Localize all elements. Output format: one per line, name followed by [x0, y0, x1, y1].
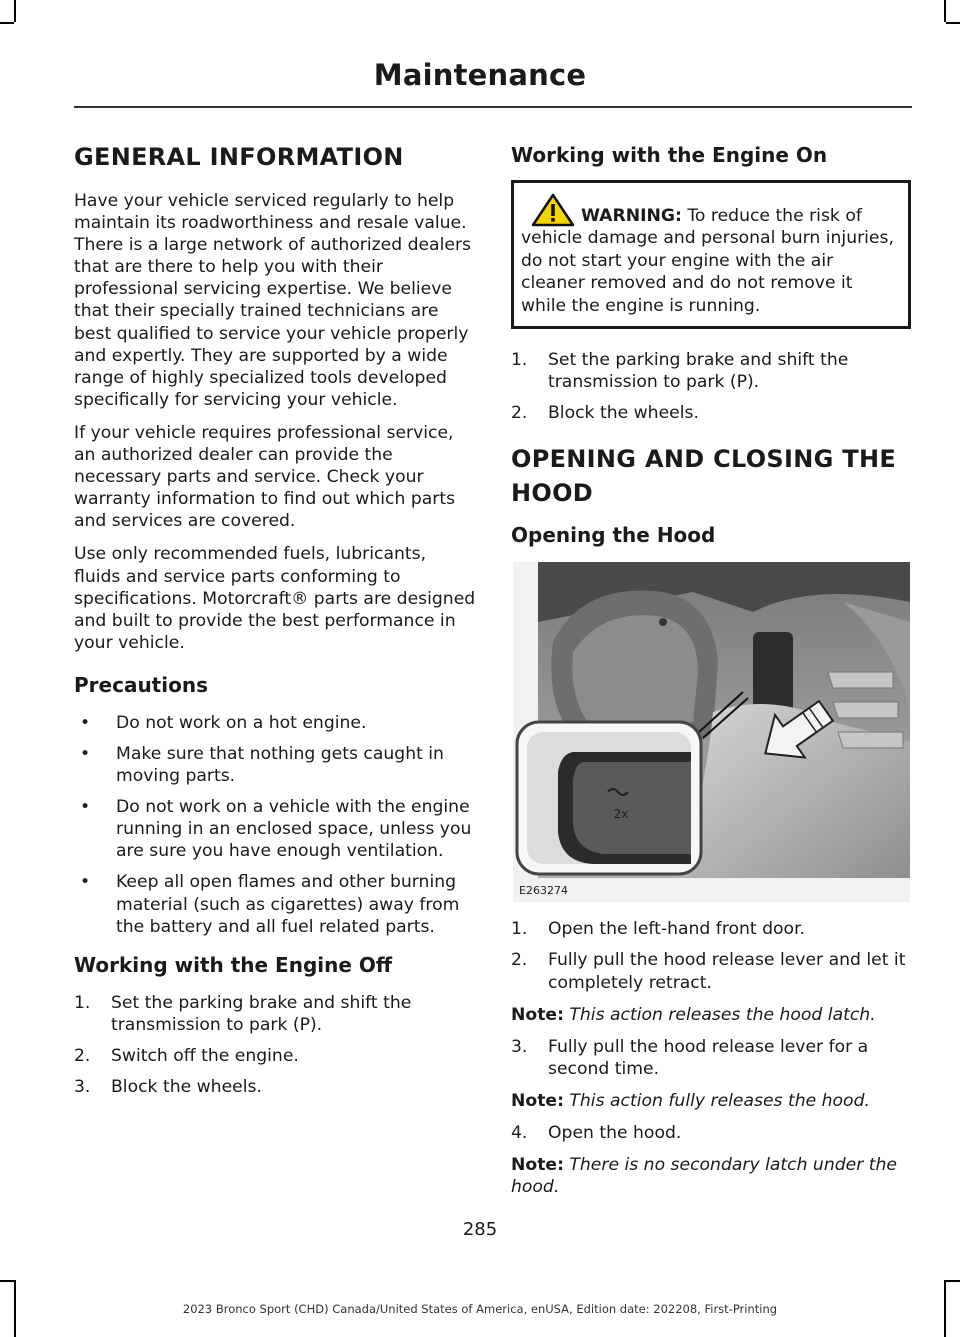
list-item: • Do not work on a vehicle with the engine running in an enclosed space, unless you are sure you have enough ventilation.	[80, 797, 472, 862]
note: Note: This action fully releases the hood.	[511, 1090, 870, 1111]
precautions-heading: Precautions	[74, 672, 208, 697]
list-item: • Make sure that nothing gets caught in moving parts.	[80, 743, 444, 787]
opening-steps-final	[511, 1122, 911, 1144]
bullet-icon: •	[80, 743, 91, 764]
step-item: 4. Open the hood.	[511, 1122, 682, 1143]
crop-mark	[14, 0, 16, 22]
step-item: 1. Set the parking brake and shift the transmission to park (P).	[511, 350, 849, 393]
step-item: 1. Open the left-hand front door.	[511, 919, 806, 940]
header-divider	[74, 106, 912, 108]
figure-code: E263274	[519, 884, 568, 898]
crop-mark	[0, 22, 14, 24]
opening-steps-continued	[511, 1036, 911, 1080]
page-title: Maintenance	[373, 58, 587, 92]
opening-the-hood-heading: Opening the Hood	[511, 523, 716, 548]
warning-text: To reduce the risk of vehicle damage and personal burn injuries, do not start your engine with the air cleaner removed and do not remove it while the engine is running.	[521, 206, 894, 316]
step-item: 3. Fully pull the hood release lever for a second time.	[511, 1036, 869, 1079]
paragraph: Have your vehicle serviced regularly to help maintain its roadworthiness and resale value. There is a large network of authorized dealers that are there to help you with their professional servicing expertise. We believe that their specially trained technicians are best qualified to service your vehicle properly and expertly. They are supported by a wide range of highly specialized tools developed specifically for servicing your vehicle.	[74, 191, 471, 410]
engine-off-heading: Working with the Engine Off	[74, 952, 393, 977]
step-item: 2. Switch off the engine.	[74, 1045, 299, 1066]
warning-triangle-icon	[531, 193, 575, 227]
engine-on-heading: Working with the Engine On	[511, 143, 828, 167]
engine-on-steps	[511, 349, 911, 424]
paragraph: If your vehicle requires professional service, an authorized dealer can provide the necessary parts and service. Check your warranty information to find out which parts and services are covered.	[74, 422, 456, 532]
bullet-icon: •	[80, 797, 91, 818]
opening-steps	[511, 918, 911, 993]
note: Note: This action releases the hood latch.	[511, 1004, 876, 1025]
paragraph: Use only recommended fuels, lubricants, fluids and service parts conforming to specifications. Motorcraft® parts are designed and built to provide the best performance in your vehicle.	[74, 544, 476, 653]
hood-release-drawing	[513, 562, 910, 902]
crop-mark	[944, 0, 946, 22]
bullet-icon: •	[80, 872, 91, 893]
edition-footer: 2023 Bronco Sport (CHD) Canada/United States of America, enUSA, Edition date: 202208, First-Printing	[182, 1302, 778, 1316]
list-item: • Keep all open flames and other burning material (such as cigarettes) away from the battery and all fuel related parts.	[80, 872, 460, 937]
page-number: 285	[462, 1219, 498, 1240]
inset-label-2x: 2x	[613, 807, 629, 822]
engine-off-steps	[74, 992, 476, 1098]
left-column	[74, 142, 476, 1110]
right-column	[511, 142, 911, 1207]
precautions-list	[74, 712, 476, 938]
general-information-heading: GENERAL INFORMATION	[74, 143, 404, 171]
hood-section-heading: OPENING AND CLOSING THE HOOD	[511, 445, 897, 508]
note: Note: There is no secondary latch under the hood.	[511, 1155, 897, 1198]
crop-mark	[946, 22, 960, 24]
step-item: 2. Block the wheels.	[511, 403, 699, 424]
warning-box	[511, 180, 911, 329]
step-item: 3. Block the wheels.	[74, 1077, 262, 1097]
step-item: 1. Set the parking brake and shift the transmission to park (P).	[74, 992, 412, 1035]
list-item: • Do not work on a hot engine.	[80, 712, 367, 733]
crop-mark	[0, 1280, 14, 1282]
step-item: 2. Fully pull the hood release lever and let it completely retract.	[511, 950, 906, 993]
crop-mark	[946, 1280, 960, 1282]
warning-label: WARNING:	[581, 206, 682, 226]
hood-release-illustration	[513, 562, 910, 902]
bullet-icon: •	[80, 712, 91, 733]
